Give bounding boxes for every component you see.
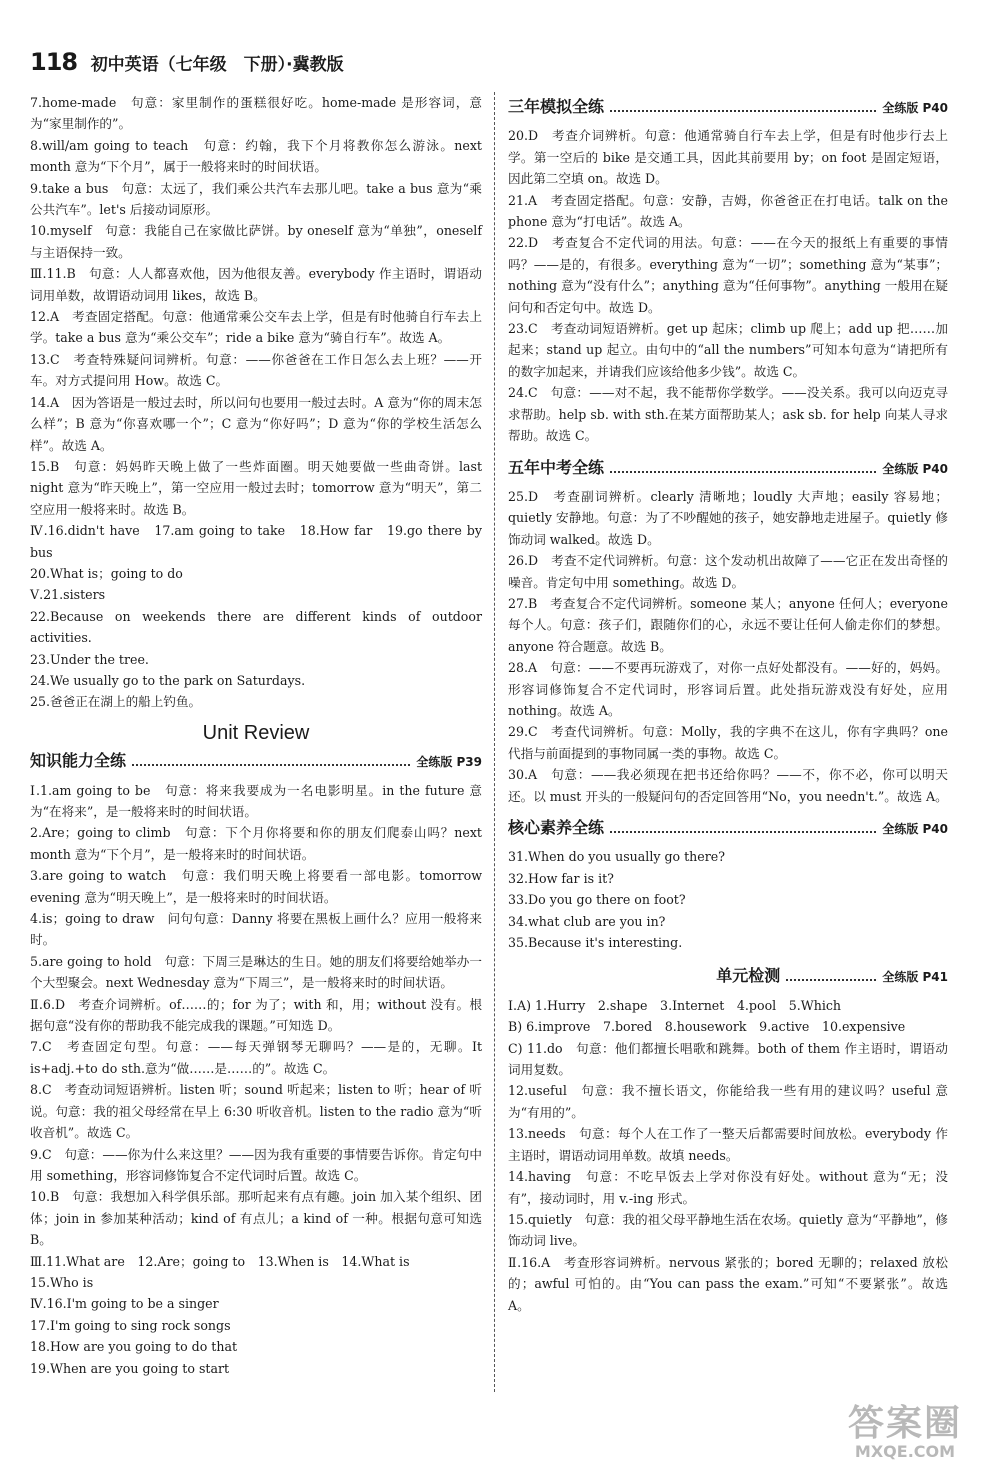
page-number: 118	[30, 48, 78, 76]
answer-entry: 27.B 考查复合不定代词辨析。someone 某人；anyone 任何人；everyone 每个人。句意：孩子们，跟随你们的心，永远不要让任何人偷走你们的梦想。anyone 符合题意。故选 B。	[508, 595, 948, 654]
section-title: 核心素养全练	[508, 818, 605, 837]
section-ref: 全练版 P41	[882, 970, 948, 985]
answer-entry: 25.D 考查副词辨析。clearly 清晰地；loudly 大声地；easily 容易地；quietly 安静地。句意：为了不吵醒她的孩子，她安静地走进屋子。quietly 修饰动词 walked。故选 D。	[508, 488, 948, 547]
answer-entry: 7.home-made 句意：家里制作的蛋糕很好吃。home-made 是形容词，意为“家里制作的”。	[30, 95, 482, 132]
answer-entry: 23.C 考查动词短语辨析。get up 起床；climb up 爬上；add up 把……加起来；stand up 起立。由句中的“all the numbers”可知本句意为“请把所有的数字加起来，并请我们应该给他多少钱”。故选 C。	[508, 321, 948, 379]
leader-dots	[786, 979, 876, 981]
answer-entry: Ⅱ.6.D 考查介词辨析。of……的；for 为了；with 和，用；without 没有。根据句意“没有你的帮助我不能完成我的课题。”可知选 D。	[30, 996, 482, 1034]
answer-list-right-b	[508, 486, 948, 807]
watermark-logo	[830, 1405, 980, 1463]
leader-dots	[132, 764, 410, 766]
answer-entry: 23.Under the tree.	[30, 651, 149, 667]
answer-entry: Ⅴ.21.sisters	[30, 587, 106, 603]
watermark-text: 答案圈	[847, 1403, 962, 1444]
answer-entry: 34.what club are you in?	[508, 913, 666, 929]
leader-dots	[610, 831, 876, 833]
section-header-knowledge	[30, 750, 482, 773]
answer-entry: 26.D 考查不定代词辨析。句意：这个发动机出故障了——它正在发出奇怪的噪音。肯定句中用 something。故选 D。	[508, 553, 948, 590]
section-title: 三年模拟全练	[508, 97, 605, 116]
answer-entry: 10.myself 句意：我能自己在家做比萨饼。by oneself 意为“单独”，oneself 与主语保持一致。	[30, 223, 482, 260]
section-title: 单元检测	[716, 966, 781, 986]
answer-entry: Ⅰ.A) 1.Hurry 2.shape 3.Internet 4.pool 5.Which	[508, 997, 842, 1013]
answer-list-right-a	[508, 125, 948, 446]
answer-entry: 4.is；going to draw 问句句意：Danny 将要在黑板上画什么？应用一般将来时。	[30, 911, 482, 948]
answer-entry: 15.B 句意：妈妈昨天晚上做了一些炸面圈。明天她要做一些曲奇饼。last night 意为“昨天晚上”，第一空应用一般过去时；tomorrow 意为“明天”，第二空应用一般将来时。故选 B。	[30, 458, 482, 517]
answer-entry: 20.D 考查介词辨析。句意：他通常骑自行车去上学，但是有时他步行去上学。第一空后的 bike 是交通工具，因此其前要用 by；on foot 是固定短语，因此第二空填 on。故选 D。	[508, 128, 948, 187]
section-ref: 全练版 P40	[882, 822, 948, 836]
answer-entry: 12.A 考查固定搭配。句意：他通常乘公交车去上学，但是有时他骑自行车去上学。take a bus 意为“乘公交车”；ride a bike 意为“骑自行车”。故选 A。	[30, 309, 482, 346]
answer-entry: 2.Are；going to climb 句意：下个月你将要和你的朋友们爬泰山吗？next month 意为“下个月”，是一般将来时的时间状语。	[30, 825, 482, 862]
answer-list-right-d	[508, 995, 948, 1316]
answer-entry: 24.C 句意：——对不起，我不能帮你学数学。——没关系。我可以向迈克寻求帮助。help sb. with sth.在某方面帮助某人；ask sb. for help 向某人寻求帮助。故选 C。	[508, 385, 948, 444]
left-column	[30, 92, 482, 1379]
answer-entry: 9.take a bus 句意：太远了，我们乘公共汽车去那儿吧。take a bus 意为“乘公共汽车”。let's 后接动词原形。	[30, 180, 482, 218]
answer-entry: Ⅳ.16.I'm going to be a singer	[30, 1296, 219, 1312]
answer-entry: 20.What is；going to do	[30, 565, 183, 581]
section-ref: 全练版 P39	[416, 755, 482, 770]
answer-entry: 35.Because it's interesting.	[508, 935, 683, 951]
answer-entry: 12.useful 句意：我不擅长语文，你能给我一些有用的建议吗？useful 意为“有用的”。	[508, 1083, 948, 1120]
unit-review-title: Unit Review	[202, 721, 310, 744]
answer-entry: 3.are going to watch 句意：我们明天晚上将要看一部电影。tomorrow evening 意为“明天晚上”，是一般将来时的时间状语。	[30, 868, 482, 905]
answer-entry: 14.having 句意：不吃早饭去上学对你没有好处。without 意为“无；没有”，接动词时，用 v.-ing 形式。	[508, 1169, 948, 1206]
section-title: 五年中考全练	[508, 457, 605, 477]
section-header-core	[508, 817, 948, 840]
answer-list-left-top	[30, 92, 482, 713]
answer-entry: 21.A 考查固定搭配。句意：安静，吉姆，你爸爸正在打电话。talk on the phone 意为“打电话”。故选 A。	[508, 192, 948, 230]
book-title: 初中英语（七年级 下册）·冀教版	[90, 55, 344, 75]
answer-entry: 7.C 考查固定句型。句意：——每天弹钢琴无聊吗？——是的，无聊。It is+adj.+to do sth.意为“做……是……的”。故选 C。	[30, 1039, 482, 1076]
leader-dots	[610, 110, 876, 112]
answer-entry: 22.Because on weekends there are different kinds of outdoor activities.	[30, 608, 482, 646]
answer-entry: 29.C 考查代词辨析。句意：Molly，我的字典不在这儿，你有字典吗？one 代指与前面提到的事物同属一类的事物。故选 C。	[508, 724, 948, 761]
answer-entry: Ⅲ.11.What are 12.Are；going to 13.When is 14.What is	[30, 1253, 410, 1269]
answer-list-right-c	[508, 846, 948, 953]
answer-entry: 8.C 考查动词短语辨析。listen 听；sound 听起来；listen to 听；hear of 听说。句意：我的祖父母经常在早上 6:30 听收音机。listen to the radio 意为“听收音机”。故选 C。	[30, 1082, 482, 1141]
answer-entry: 13.needs 句意：每个人在工作了一整天后都需要时间放松。everybody 作主语时，谓语动词用单数。故填 needs。	[508, 1126, 948, 1163]
answer-entry: 33.Do you go there on foot?	[508, 892, 686, 908]
answer-entry: 15.quietly 句意：我的祖父母平静地生活在农场。quietly 意为“平静地”，修饰动词 live。	[508, 1211, 948, 1249]
section-title: 知识能力全练	[30, 751, 127, 771]
answer-entry: 18.How are you going to do that	[30, 1339, 238, 1355]
answer-entry: 9.C 句意：——你为什么来这里？——因为我有重要的事情要告诉你。肯定句中用 something，形容词修饰复合不定代词时后置。故选 C。	[30, 1146, 482, 1183]
answer-entry: 32.How far is it?	[508, 870, 614, 886]
answer-entry: 22.D 考查复合不定代词的用法。句意：——在今天的报纸上有重要的事情吗？——是的，有很多。everything 意为“一切”；something 意为“某事”；nothing 意为“没有什么”；anything 意为“任何事物”。anything 一般用在疑问句和否定句中。故选 D。	[508, 235, 948, 315]
answer-entry: Ⅲ.11.B 句意：人人都喜欢他，因为他很友善。everybody 作主语时，谓语动词用单数，故谓语动词用 likes，故选 B。	[30, 266, 482, 303]
answer-entry: C) 11.do 句意：他们都擅长唱歌和跳舞。both of them 作主语时，谓语动词用复数。	[508, 1040, 948, 1078]
answer-entry: Ⅱ.16.A 考查形容词辨析。nervous 紧张的；bored 无聊的；relaxed 放松的；awful 可怕的。由“You can pass the exam.”可知“不要紧张”。故选 A。	[508, 1254, 948, 1313]
answer-entry: 17.I'm going to sing rock songs	[30, 1317, 231, 1333]
answer-entry: 24.We usually go to the park on Saturdays.	[30, 672, 306, 688]
answer-entry: 5.are going to hold 句意：下周三是琳达的生日。她的朋友们将要给她举办一个大型聚会。next Wednesday 意为“下周三”，是一般将来时的时间状语。	[30, 953, 482, 991]
answer-entry: 30.A 句意：——我必须现在把书还给你吗？——不，你不必，你可以明天还。以 must 开头的一般疑问句的否定回答用“No，you needn't.”。故选 A。	[508, 767, 948, 804]
answer-entry: 15.Who is	[30, 1274, 94, 1290]
right-column	[508, 92, 948, 1316]
answer-list-left-bottom	[30, 780, 482, 1379]
section-ref: 全练版 P40	[882, 101, 948, 115]
page-header	[30, 48, 970, 78]
answer-entry: 25.爸爸正在湖上的船上钓鱼。	[30, 694, 202, 710]
leader-dots	[610, 471, 876, 473]
section-header-three-year	[508, 96, 948, 119]
answer-entry: 8.will/am going to teach 句意：约翰，我下个月将教你怎么游泳。next month 意为“下个月”，属于一般将来时的时间状语。	[30, 137, 482, 175]
answer-entry: 19.When are you going to start	[30, 1360, 230, 1376]
answer-entry: B) 6.improve 7.bored 8.housework 9.active 10.expensive	[508, 1019, 906, 1035]
answer-entry: Ⅳ.16.didn't have 17.am going to take 18.How far 19.go there by bus	[30, 523, 482, 560]
column-divider	[494, 92, 495, 1392]
watermark-url: MXQE.COM	[854, 1442, 956, 1461]
section-header-five-year	[508, 457, 948, 480]
answer-entry: Ⅰ.1.am going to be 句意：将来我要成为一名电影明星。in the future 意为“在将来”，是一般将来时的时间状语。	[30, 782, 482, 819]
answer-entry: 13.C 考查特殊疑问词辨析。句意：——你爸爸在工作日怎么去上班？——开车。对方式提问用 How。故选 C。	[30, 351, 482, 389]
section-header-unit-test	[508, 965, 948, 988]
answer-entry: 14.A 因为答语是一般过去时，所以问句也要用一般过去时。A 意为“你的周末怎么样”；B 意为“你喜欢哪一个”；C 意为“你好吗”；D 意为“你的学校生活怎么样”。故选 A。	[30, 394, 482, 453]
answer-entry: 28.A 句意：——不要再玩游戏了，对你一点好处都没有。——好的，妈妈。形容词修饰复合不定代词时，形容词后置。此处指玩游戏没有好处，应用 nothing。故选 A。	[508, 660, 948, 718]
answer-entry: 31.When do you usually go there?	[508, 849, 725, 865]
section-ref: 全练版 P40	[882, 461, 948, 476]
answer-entry: 10.B 句意：我想加入科学俱乐部。那听起来有点有趣。join 加入某个组织、团体；join in 参加某种活动；kind of 有点儿；a kind of 一种。根据句意可知选 B。	[30, 1189, 482, 1248]
